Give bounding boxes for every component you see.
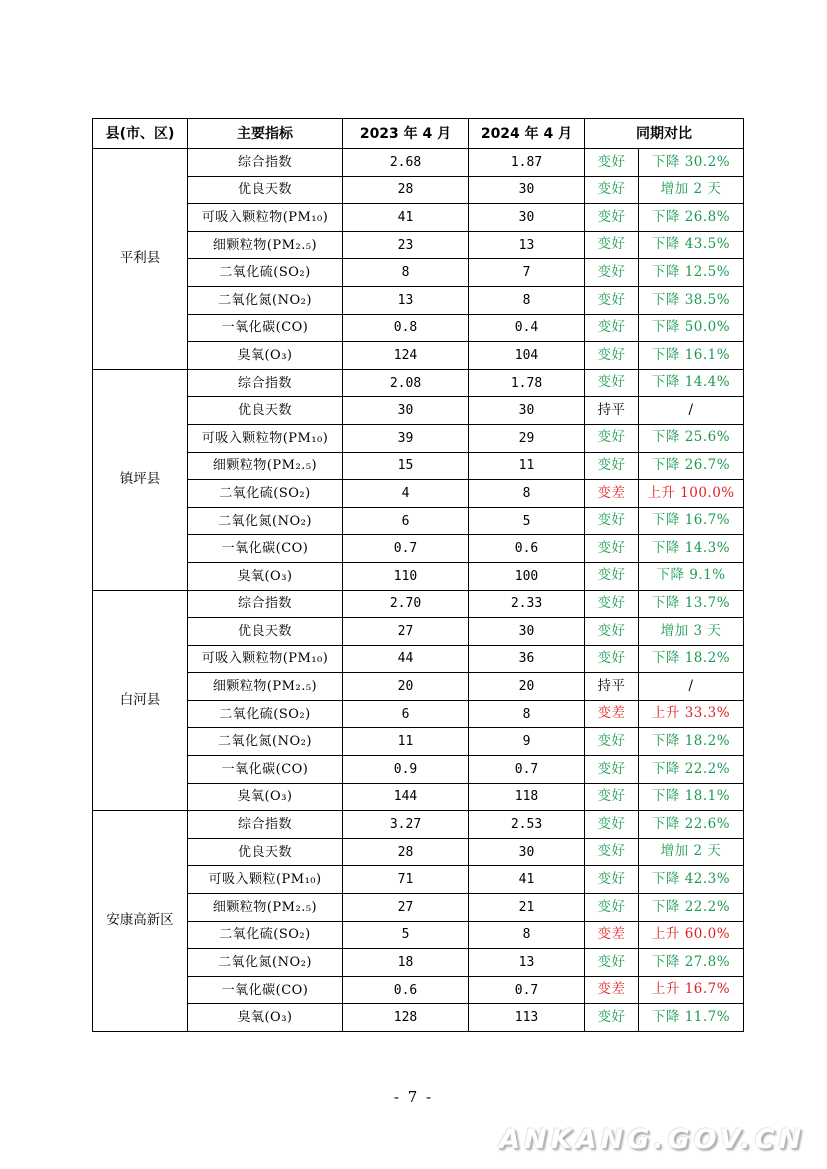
trend-label: 变好 bbox=[585, 838, 639, 866]
table-row bbox=[93, 259, 744, 287]
value-2024: 118 bbox=[469, 783, 585, 811]
indicator-name: 二氧化硫(SO₂) bbox=[188, 921, 343, 949]
value-2023: 144 bbox=[343, 783, 469, 811]
value-2024: 30 bbox=[469, 838, 585, 866]
change-value: 上升 16.7% bbox=[639, 976, 744, 1004]
value-2024: 8 bbox=[469, 700, 585, 728]
trend-label: 变好 bbox=[585, 369, 639, 397]
value-2023: 20 bbox=[343, 673, 469, 701]
site-watermark: ANKANG.GOV.CN bbox=[499, 1124, 805, 1155]
indicator-name: 一氧化碳(CO) bbox=[188, 314, 343, 342]
value-2024: 21 bbox=[469, 894, 585, 922]
indicator-name: 综合指数 bbox=[188, 149, 343, 177]
trend-label: 变好 bbox=[585, 286, 639, 314]
indicator-name: 优良天数 bbox=[188, 397, 343, 425]
trend-label: 变好 bbox=[585, 149, 639, 177]
header-indicator: 主要指标 bbox=[188, 119, 343, 149]
table-row bbox=[93, 811, 744, 839]
change-value: 下降 42.3% bbox=[639, 866, 744, 894]
table-header-row bbox=[93, 119, 744, 149]
change-value: 下降 22.2% bbox=[639, 894, 744, 922]
table-row bbox=[93, 562, 744, 590]
value-2024: 8 bbox=[469, 286, 585, 314]
indicator-name: 细颗粒物(PM₂.₅) bbox=[188, 894, 343, 922]
value-2024: 113 bbox=[469, 1004, 585, 1032]
table-row bbox=[93, 756, 744, 784]
trend-label: 变好 bbox=[585, 424, 639, 452]
change-value: 下降 12.5% bbox=[639, 259, 744, 287]
trend-label: 变好 bbox=[585, 811, 639, 839]
value-2024: 13 bbox=[469, 231, 585, 259]
value-2024: 7 bbox=[469, 259, 585, 287]
indicator-name: 一氧化碳(CO) bbox=[188, 756, 343, 784]
trend-label: 变好 bbox=[585, 866, 639, 894]
change-value: 下降 16.1% bbox=[639, 342, 744, 370]
table-row bbox=[93, 866, 744, 894]
trend-label: 变好 bbox=[585, 259, 639, 287]
value-2024: 8 bbox=[469, 480, 585, 508]
value-2024: 30 bbox=[469, 397, 585, 425]
indicator-name: 细颗粒物(PM₂.₅) bbox=[188, 452, 343, 480]
indicator-name: 臭氧(O₃) bbox=[188, 1004, 343, 1032]
change-value: 下降 26.7% bbox=[639, 452, 744, 480]
trend-label: 变好 bbox=[585, 618, 639, 646]
county-name: 平利县 bbox=[93, 149, 188, 370]
value-2024: 5 bbox=[469, 507, 585, 535]
value-2024: 1.78 bbox=[469, 369, 585, 397]
indicator-name: 臭氧(O₃) bbox=[188, 342, 343, 370]
value-2024: 0.6 bbox=[469, 535, 585, 563]
trend-label: 变好 bbox=[585, 756, 639, 784]
indicator-name: 二氧化硫(SO₂) bbox=[188, 480, 343, 508]
trend-label: 持平 bbox=[585, 673, 639, 701]
table-row bbox=[93, 618, 744, 646]
value-2024: 100 bbox=[469, 562, 585, 590]
trend-label: 变好 bbox=[585, 204, 639, 232]
change-value: 下降 25.6% bbox=[639, 424, 744, 452]
table-row bbox=[93, 976, 744, 1004]
change-value: 下降 14.4% bbox=[639, 369, 744, 397]
table-row bbox=[93, 590, 744, 618]
page-number: - 7 - bbox=[393, 1088, 434, 1106]
indicator-name: 臭氧(O₃) bbox=[188, 783, 343, 811]
indicator-name: 可吸入颗粒(PM₁₀) bbox=[188, 866, 343, 894]
trend-label: 变差 bbox=[585, 480, 639, 508]
change-value: 下降 26.8% bbox=[639, 204, 744, 232]
table-row bbox=[93, 176, 744, 204]
value-2023: 44 bbox=[343, 645, 469, 673]
table-row bbox=[93, 397, 744, 425]
indicator-name: 优良天数 bbox=[188, 176, 343, 204]
indicator-name: 细颗粒物(PM₂.₅) bbox=[188, 673, 343, 701]
table-row bbox=[93, 700, 744, 728]
value-2024: 36 bbox=[469, 645, 585, 673]
indicator-name: 一氧化碳(CO) bbox=[188, 535, 343, 563]
value-2024: 2.53 bbox=[469, 811, 585, 839]
value-2023: 27 bbox=[343, 618, 469, 646]
change-value: 下降 30.2% bbox=[639, 149, 744, 177]
table-row bbox=[93, 783, 744, 811]
header-county: 县(市、区) bbox=[93, 119, 188, 149]
air-quality-table bbox=[92, 118, 744, 1032]
table-row bbox=[93, 728, 744, 756]
value-2023: 8 bbox=[343, 259, 469, 287]
value-2024: 11 bbox=[469, 452, 585, 480]
table-row bbox=[93, 645, 744, 673]
trend-label: 变好 bbox=[585, 1004, 639, 1032]
table-row bbox=[93, 452, 744, 480]
value-2023: 0.8 bbox=[343, 314, 469, 342]
trend-label: 变好 bbox=[585, 342, 639, 370]
trend-label: 变好 bbox=[585, 535, 639, 563]
value-2023: 11 bbox=[343, 728, 469, 756]
trend-label: 变好 bbox=[585, 894, 639, 922]
table-row bbox=[93, 314, 744, 342]
change-value: 下降 50.0% bbox=[639, 314, 744, 342]
county-name: 安康高新区 bbox=[93, 811, 188, 1032]
value-2023: 18 bbox=[343, 949, 469, 977]
trend-label: 变差 bbox=[585, 976, 639, 1004]
table-row bbox=[93, 369, 744, 397]
change-value: 下降 11.7% bbox=[639, 1004, 744, 1032]
value-2023: 6 bbox=[343, 507, 469, 535]
indicator-name: 综合指数 bbox=[188, 590, 343, 618]
value-2023: 28 bbox=[343, 838, 469, 866]
trend-label: 变好 bbox=[585, 314, 639, 342]
indicator-name: 二氧化硫(SO₂) bbox=[188, 259, 343, 287]
value-2024: 0.7 bbox=[469, 756, 585, 784]
table-row bbox=[93, 204, 744, 232]
header-2023: 2023 年 4 月 bbox=[343, 119, 469, 149]
trend-label: 变好 bbox=[585, 728, 639, 756]
value-2024: 0.7 bbox=[469, 976, 585, 1004]
change-value: 上升 100.0% bbox=[639, 480, 744, 508]
value-2024: 30 bbox=[469, 618, 585, 646]
trend-label: 变好 bbox=[585, 783, 639, 811]
value-2024: 9 bbox=[469, 728, 585, 756]
change-value: 增加 3 天 bbox=[639, 618, 744, 646]
county-name: 白河县 bbox=[93, 590, 188, 811]
value-2023: 71 bbox=[343, 866, 469, 894]
value-2023: 13 bbox=[343, 286, 469, 314]
indicator-name: 一氧化碳(CO) bbox=[188, 976, 343, 1004]
value-2023: 0.7 bbox=[343, 535, 469, 563]
indicator-name: 二氧化硫(SO₂) bbox=[188, 700, 343, 728]
value-2023: 2.68 bbox=[343, 149, 469, 177]
trend-label: 变好 bbox=[585, 452, 639, 480]
indicator-name: 优良天数 bbox=[188, 838, 343, 866]
value-2023: 4 bbox=[343, 480, 469, 508]
trend-label: 变好 bbox=[585, 949, 639, 977]
value-2024: 0.4 bbox=[469, 314, 585, 342]
change-value: 下降 16.7% bbox=[639, 507, 744, 535]
table-row bbox=[93, 894, 744, 922]
change-value: 上升 33.3% bbox=[639, 700, 744, 728]
change-value: 下降 9.1% bbox=[639, 562, 744, 590]
indicator-name: 可吸入颗粒物(PM₁₀) bbox=[188, 424, 343, 452]
change-value: 下降 18.2% bbox=[639, 728, 744, 756]
value-2023: 27 bbox=[343, 894, 469, 922]
value-2023: 3.27 bbox=[343, 811, 469, 839]
change-value: 下降 13.7% bbox=[639, 590, 744, 618]
value-2024: 104 bbox=[469, 342, 585, 370]
value-2024: 41 bbox=[469, 866, 585, 894]
change-value: 增加 2 天 bbox=[639, 838, 744, 866]
value-2023: 6 bbox=[343, 700, 469, 728]
trend-label: 变差 bbox=[585, 700, 639, 728]
table-row bbox=[93, 149, 744, 177]
value-2023: 39 bbox=[343, 424, 469, 452]
change-value: 增加 2 天 bbox=[639, 176, 744, 204]
value-2024: 30 bbox=[469, 176, 585, 204]
table-row bbox=[93, 286, 744, 314]
table-row bbox=[93, 424, 744, 452]
table-row bbox=[93, 838, 744, 866]
value-2024: 1.87 bbox=[469, 149, 585, 177]
trend-label: 变差 bbox=[585, 921, 639, 949]
change-value: 下降 18.1% bbox=[639, 783, 744, 811]
change-value: 下降 27.8% bbox=[639, 949, 744, 977]
table-row bbox=[93, 231, 744, 259]
indicator-name: 臭氧(O₃) bbox=[188, 562, 343, 590]
value-2023: 23 bbox=[343, 231, 469, 259]
header-compare: 同期对比 bbox=[585, 119, 744, 149]
indicator-name: 综合指数 bbox=[188, 369, 343, 397]
value-2024: 13 bbox=[469, 949, 585, 977]
change-value: 下降 18.2% bbox=[639, 645, 744, 673]
value-2023: 5 bbox=[343, 921, 469, 949]
value-2023: 15 bbox=[343, 452, 469, 480]
indicator-name: 可吸入颗粒物(PM₁₀) bbox=[188, 204, 343, 232]
indicator-name: 细颗粒物(PM₂.₅) bbox=[188, 231, 343, 259]
trend-label: 变好 bbox=[585, 645, 639, 673]
trend-label: 变好 bbox=[585, 231, 639, 259]
value-2023: 28 bbox=[343, 176, 469, 204]
table-row bbox=[93, 535, 744, 563]
change-value: / bbox=[639, 673, 744, 701]
value-2023: 41 bbox=[343, 204, 469, 232]
value-2024: 29 bbox=[469, 424, 585, 452]
value-2023: 128 bbox=[343, 1004, 469, 1032]
value-2024: 8 bbox=[469, 921, 585, 949]
change-value: 下降 22.2% bbox=[639, 756, 744, 784]
table-row bbox=[93, 673, 744, 701]
value-2023: 110 bbox=[343, 562, 469, 590]
value-2023: 30 bbox=[343, 397, 469, 425]
value-2023: 124 bbox=[343, 342, 469, 370]
table-row bbox=[93, 342, 744, 370]
table-row bbox=[93, 949, 744, 977]
value-2023: 2.08 bbox=[343, 369, 469, 397]
header-2024: 2024 年 4 月 bbox=[469, 119, 585, 149]
table-row bbox=[93, 480, 744, 508]
indicator-name: 二氧化氮(NO₂) bbox=[188, 286, 343, 314]
indicator-name: 综合指数 bbox=[188, 811, 343, 839]
value-2024: 30 bbox=[469, 204, 585, 232]
trend-label: 变好 bbox=[585, 507, 639, 535]
indicator-name: 二氧化氮(NO₂) bbox=[188, 507, 343, 535]
indicator-name: 优良天数 bbox=[188, 618, 343, 646]
value-2023: 0.9 bbox=[343, 756, 469, 784]
table-row bbox=[93, 921, 744, 949]
trend-label: 变好 bbox=[585, 590, 639, 618]
indicator-name: 二氧化氮(NO₂) bbox=[188, 728, 343, 756]
change-value: 下降 22.6% bbox=[639, 811, 744, 839]
table-row bbox=[93, 507, 744, 535]
county-name: 镇坪县 bbox=[93, 369, 188, 590]
change-value: 下降 14.3% bbox=[639, 535, 744, 563]
table-body bbox=[93, 149, 744, 1032]
indicator-name: 可吸入颗粒物(PM₁₀) bbox=[188, 645, 343, 673]
value-2023: 2.70 bbox=[343, 590, 469, 618]
indicator-name: 二氧化氮(NO₂) bbox=[188, 949, 343, 977]
trend-label: 持平 bbox=[585, 397, 639, 425]
value-2024: 20 bbox=[469, 673, 585, 701]
value-2023: 0.6 bbox=[343, 976, 469, 1004]
change-value: / bbox=[639, 397, 744, 425]
change-value: 下降 43.5% bbox=[639, 231, 744, 259]
trend-label: 变好 bbox=[585, 562, 639, 590]
value-2024: 2.33 bbox=[469, 590, 585, 618]
trend-label: 变好 bbox=[585, 176, 639, 204]
table-row bbox=[93, 1004, 744, 1032]
change-value: 下降 38.5% bbox=[639, 286, 744, 314]
change-value: 上升 60.0% bbox=[639, 921, 744, 949]
